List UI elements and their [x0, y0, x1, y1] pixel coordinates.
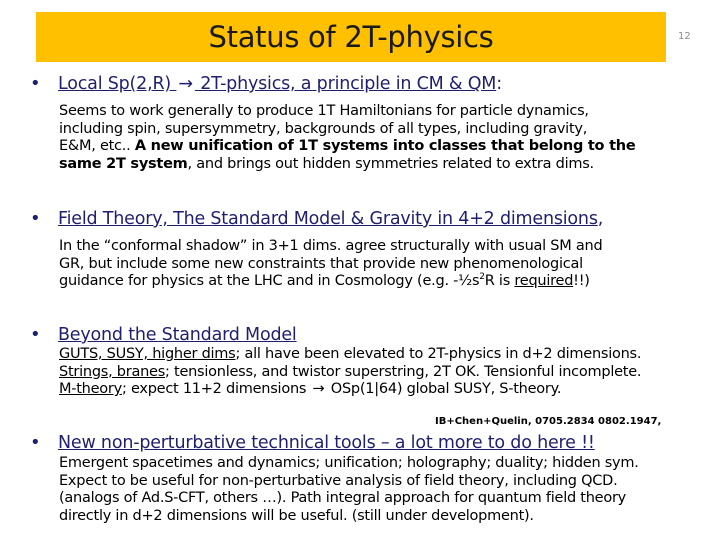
- bullet-heading: Field Theory, The Standard Model & Gravity in 4+2 dimensions: [58, 209, 598, 229]
- bullet-heading: Local Sp(2,R) → 2T-physics, a principle in CM & QM: [58, 74, 497, 94]
- bullet2-body: In the “conformal shadow” in 3+1 dims. agree structurally with usual SM and GR, but include some new constraints that provide new phenomenological guidance for physics at the LHC and in Cosmology (e.g. $-\frac{1}{2}s^2R$ is required!!): [59, 238, 603, 289]
- bullet-heading: New non-perturbative technical tools – a lot more to do here !!: [58, 433, 595, 453]
- slide-title: Status of 2T-physics: [208, 20, 494, 54]
- bullet4-body: Emergent spacetimes and dynamics; unification; holography; duality; hidden sym. Expect to be useful for non-perturbative analysis of field theory, including QCD. (analogs of Ad.S-CFT, others …). Path integral approach for quantum field theory directly in d+2 dimensions will be useful. (still under development).: [59, 455, 639, 524]
- arrow-right-icon: →: [312, 381, 325, 397]
- bullet1-body: Seems to work generally to produce 1T Hamiltonians for particle dynamics, including spin, supersymmetry, backgrounds of all types, including gravity, E&M, etc.. A new unification of 1T systems into classes that belong to the same 2T system, and brings out hidden symmetries related to extra dims.: [59, 103, 636, 172]
- bullet-dot: •: [30, 324, 41, 345]
- bullet-dot: •: [30, 208, 41, 229]
- bullet-dot: •: [30, 432, 41, 453]
- bullet3-body: GUTS, SUSY, higher dims; all have been elevated to 2T-physics in d+2 dimensions. Strings, branes; tensionless, and twistor superstring, 2T OK. Tensionful incomplete. M-theory; expect 11+2 dimensions → OSp(1|64) global SUSY, S-theory.: [59, 346, 642, 397]
- bullet-heading: Beyond the Standard Model: [58, 325, 297, 345]
- bullet-dot: •: [30, 73, 41, 94]
- arrow-right-icon: →: [178, 74, 193, 94]
- title-box: [36, 12, 666, 62]
- reference-citation: IB+Chen+Quelin, 0705.2834 0802.1947,: [435, 416, 662, 427]
- slide-number: 12: [678, 31, 691, 42]
